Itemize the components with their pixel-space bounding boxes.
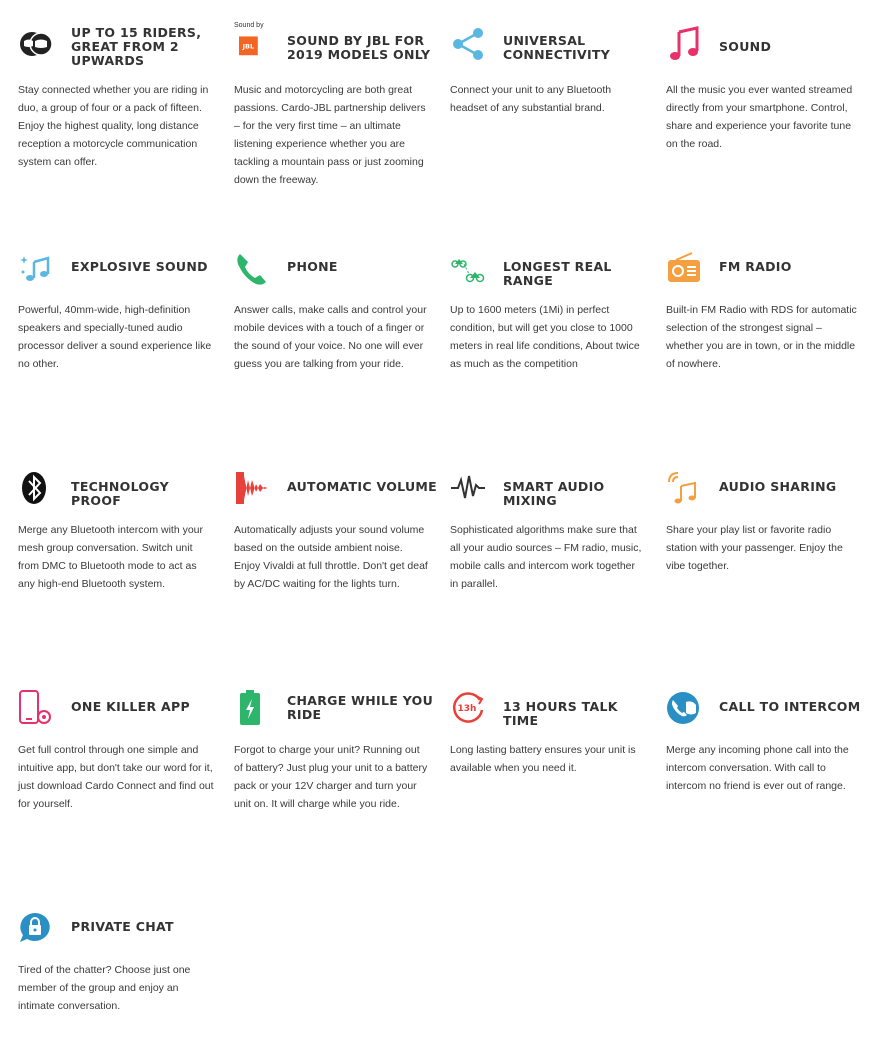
feature-title: 13 HOURS TALK TIME [503,699,618,728]
feature-title: SOUND [719,39,772,54]
feature-description: Sophisticated algorithms make sure that all your audio sources – FM radio, music, mobile calls and intercom work together in parallel. [450,524,642,590]
audio-share-icon [666,470,702,506]
audio-pulse-icon [450,470,486,506]
feature-description: Built-in FM Radio with RDS for automatic selection of the strongest signal – whether you are in town, or in the middle of nowhere. [666,304,857,370]
feature-description: Connect your unit to any Bluetooth headset of any substantial brand. [450,84,612,114]
feature-title: PRIVATE CHAT [71,919,174,934]
feature-description: Merge any Bluetooth intercom with your mesh group conversation. Switch unit from DMC to Bluetooth mode to act as any high-end Bluetooth system. [18,524,204,590]
feature-title: ONE KILLER APP [71,699,190,714]
motorcycles-icon [450,250,486,286]
feature-title: CHARGE WHILE YOU RIDE [287,693,434,722]
feature-title: PHONE [287,259,338,274]
feature-title: SMART AUDIO MIXING [503,479,605,508]
clock-text: 13h [457,704,477,714]
feature-title: FM RADIO [719,259,792,274]
feature-title: SOUND BY JBL FOR 2019 MODELS ONLY [287,33,431,62]
feature-title: AUDIO SHARING [719,479,837,494]
feature-description: Stay connected whether you are riding in duo, a group of four or a pack of fifteen. Enjoy the highest quality, long distance reception a motorcycle communication system can offer. [18,84,209,168]
call-intercom-icon [666,690,702,726]
feature-title: UNIVERSAL CONNECTIVITY [503,33,611,62]
volume-wave-icon [234,470,270,506]
lock-chat-icon [18,910,54,946]
bluetooth-icon [18,470,54,506]
helmets-icon [18,26,54,62]
feature-title: LONGEST REAL RANGE [503,259,612,288]
feature-title: AUTOMATIC VOLUME [287,479,437,494]
clock-13h-icon [450,690,486,726]
phone-icon [234,250,270,286]
feature-description: Up to 1600 meters (1Mi) in perfect condition, but will get you close to 1000 meters in real life conditions, About twice as much as the competition [450,304,640,370]
feature-description: Long lasting battery ensures your unit is available when you need it. [450,744,636,774]
radio-icon [666,250,702,286]
jbl-text: JBL [242,42,255,51]
sparkle-music-icon [18,250,54,286]
feature-title: TECHNOLOGY PROOF [71,479,169,508]
phone-settings-icon [18,690,54,726]
share-nodes-icon [450,26,486,62]
feature-description: Get full control through one simple and intuitive app, but don't take our word for it, just download Cardo Connect and find out for yourself. [18,744,214,810]
feature-title: EXPLOSIVE SOUND [71,259,208,274]
feature-description: Merge any incoming phone call into the intercom conversation. With call to intercom no friend is ever out of range. [666,744,849,792]
feature-description: Tired of the chatter? Choose just one member of the group and enjoy an intimate conversation. [18,964,191,1012]
music-note-icon [666,26,702,62]
feature-description: Automatically adjusts your sound volume based on the outside ambient noise. Enjoy Vivaldi at full throttle. Don't get deaf by AC/DC waiting for the lights turn. [234,524,428,590]
feature-description: Music and motorcycling are both great passions. Cardo-JBL partnership delivers – for the very first time – an ultimate listening experience whether you are tackling a mountain pass or just zooming down the freeway. [234,84,426,186]
feature-title: CALL TO INTERCOM [719,699,861,714]
battery-charge-icon [234,690,270,726]
jbl-caption: Sound by [234,22,264,29]
jbl-logo-icon [234,22,270,62]
feature-description: Share your play list or favorite radio station with your passenger. Enjoy the vibe together. [666,524,843,572]
feature-description: All the music you ever wanted streamed directly from your smartphone. Control, share and experience your favorite tune on the road. [666,84,853,150]
feature-title: UP TO 15 RIDERS, GREAT FROM 2 UPWARDS [71,25,202,68]
feature-description: Answer calls, make calls and control your mobile devices with a touch of a finger or the sound of your voice. No one will ever guess you are talking from your ride. [234,304,427,370]
feature-description: Forgot to charge your unit? Running out of battery? Just plug your unit to a battery pack or your 12V charger and turn your unit on. It will charge while you ride. [234,744,428,810]
feature-description: Powerful, 40mm-wide, high-definition speakers and specially-tuned audio processor deliver a sound experience like no other. [18,304,212,370]
